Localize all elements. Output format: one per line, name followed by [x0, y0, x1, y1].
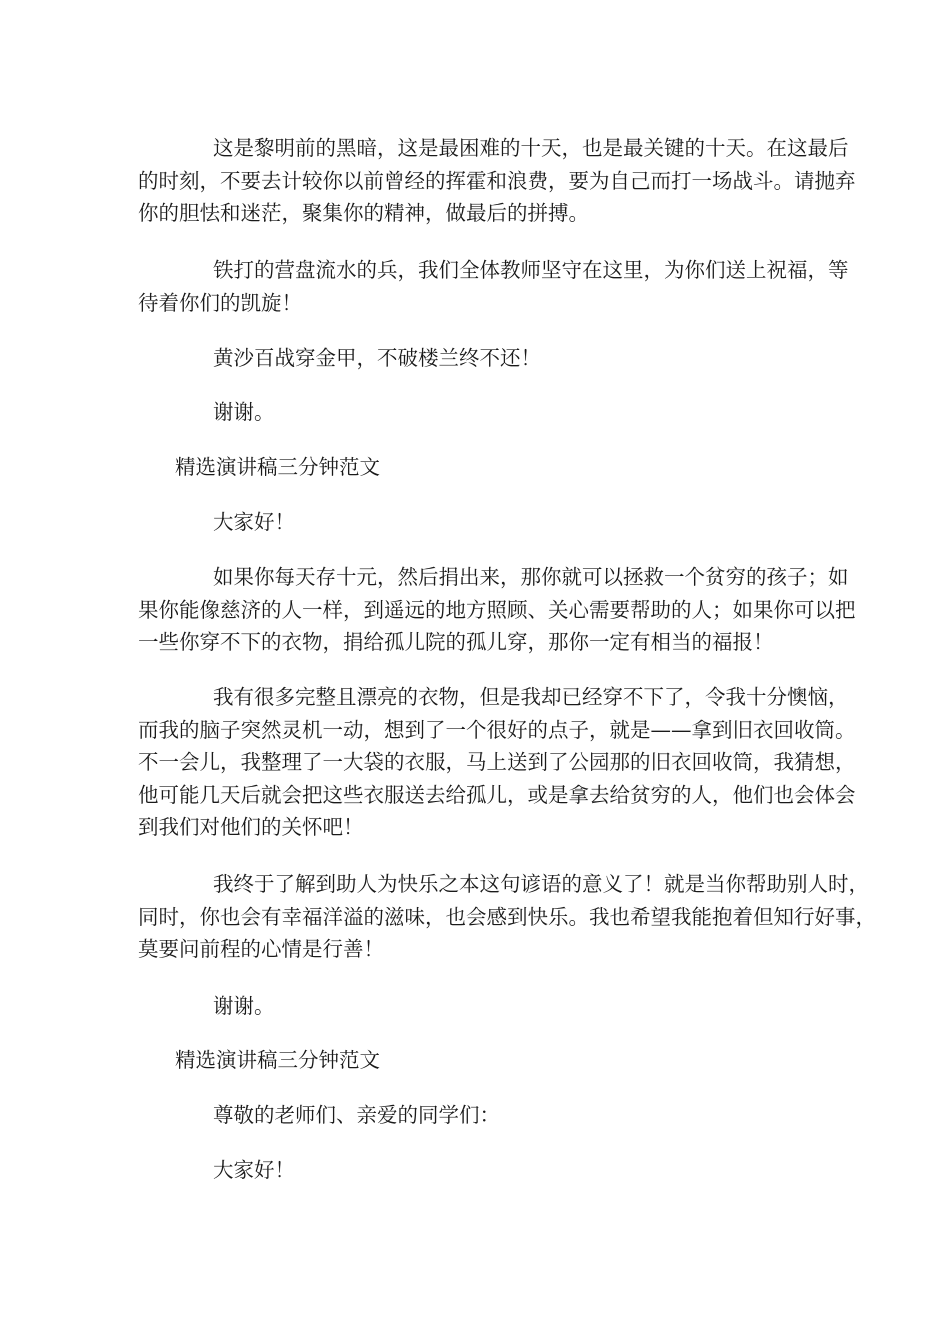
paragraph-1: [138, 132, 856, 230]
paragraph-line: 一些你穿不下的衣物，捐给孤儿院的孤儿穿，那你一定有相当的福报！: [138, 630, 774, 654]
paragraph-line: 谢谢。: [213, 994, 275, 1018]
section-heading: [138, 451, 820, 484]
heading-line: 精选演讲稿三分钟范文: [175, 455, 380, 479]
paragraph-line: 果你能像慈济的人一样，到遥远的地方照顾、关心需要帮助的人；如果你可以把: [138, 597, 856, 622]
paragraph-line: 如果你每天存十元，然后捐出来，那你就可以拯救一个贫穷的孩子；如: [213, 565, 849, 589]
paragraph-line: 铁打的营盘流水的兵，我们全体教师坚守在这里，为你们送上祝福，等: [213, 258, 849, 282]
paragraph-line: 同时，你也会有幸福洋溢的滋味，也会感到快乐。我也希望我能抱着但知行好事，: [138, 904, 876, 929]
paragraph-line: 的时刻，不要去计较你以前曾经的挥霍和浪费，要为自己而打一场战斗。请抛弃: [138, 168, 856, 193]
greeting-text: [138, 506, 820, 539]
paragraph-line: 大家好！: [213, 1158, 295, 1182]
paragraph-line: 他可能几天后就会把这些衣服送去给孤儿，或是拿去给贫穷的人，他们也会体会: [138, 782, 856, 807]
paragraph-line: 你的胆怯和迷茫，聚集你的精神，做最后的拼搏。: [138, 201, 589, 225]
thanks-text: [138, 396, 820, 429]
paragraph-line: 尊敬的老师们、亲爱的同学们：: [213, 1103, 500, 1127]
paragraph-line: 谢谢。: [213, 400, 275, 424]
thanks-text: [138, 990, 820, 1023]
paragraph-line: 不一会儿，我整理了一大袋的衣服，马上送到了公园那的旧衣回收筒，我猜想，: [138, 750, 856, 774]
greeting-text: [138, 1154, 820, 1187]
section-heading: [138, 1044, 820, 1077]
paragraph-line: 这是黎明前的黑暗，这是最困难的十天，也是最关键的十天。在这最后: [213, 136, 849, 160]
salutation-text: [138, 1099, 820, 1132]
heading-line: 精选演讲稿三分钟范文: [175, 1048, 380, 1072]
paragraph-line: 我有很多完整且漂亮的衣物，但是我却已经穿不下了，令我十分懊恼，: [213, 685, 849, 709]
paragraph-line: 我终于了解到助人为快乐之本这句谚语的意义了！就是当你帮助别人时，: [213, 872, 869, 896]
paragraph-4: [138, 681, 856, 844]
paragraph-5: [138, 868, 876, 966]
paragraph-line: 待着你们的凯旋！: [138, 290, 302, 315]
paragraph-2: [138, 254, 849, 319]
poem-line: [138, 342, 820, 375]
paragraph-line: 大家好！: [213, 510, 295, 534]
paragraph-line: 而我的脑子突然灵机一动，想到了一个很好的点子，就是——拿到旧衣回收筒。: [138, 717, 856, 742]
paragraph-line: 黄沙百战穿金甲，不破楼兰终不还！: [213, 346, 541, 370]
paragraph-line: 莫要问前程的心情是行善！: [138, 937, 384, 961]
paragraph-3: [138, 561, 856, 659]
paragraph-line: 到我们对他们的关怀吧！: [138, 815, 364, 839]
